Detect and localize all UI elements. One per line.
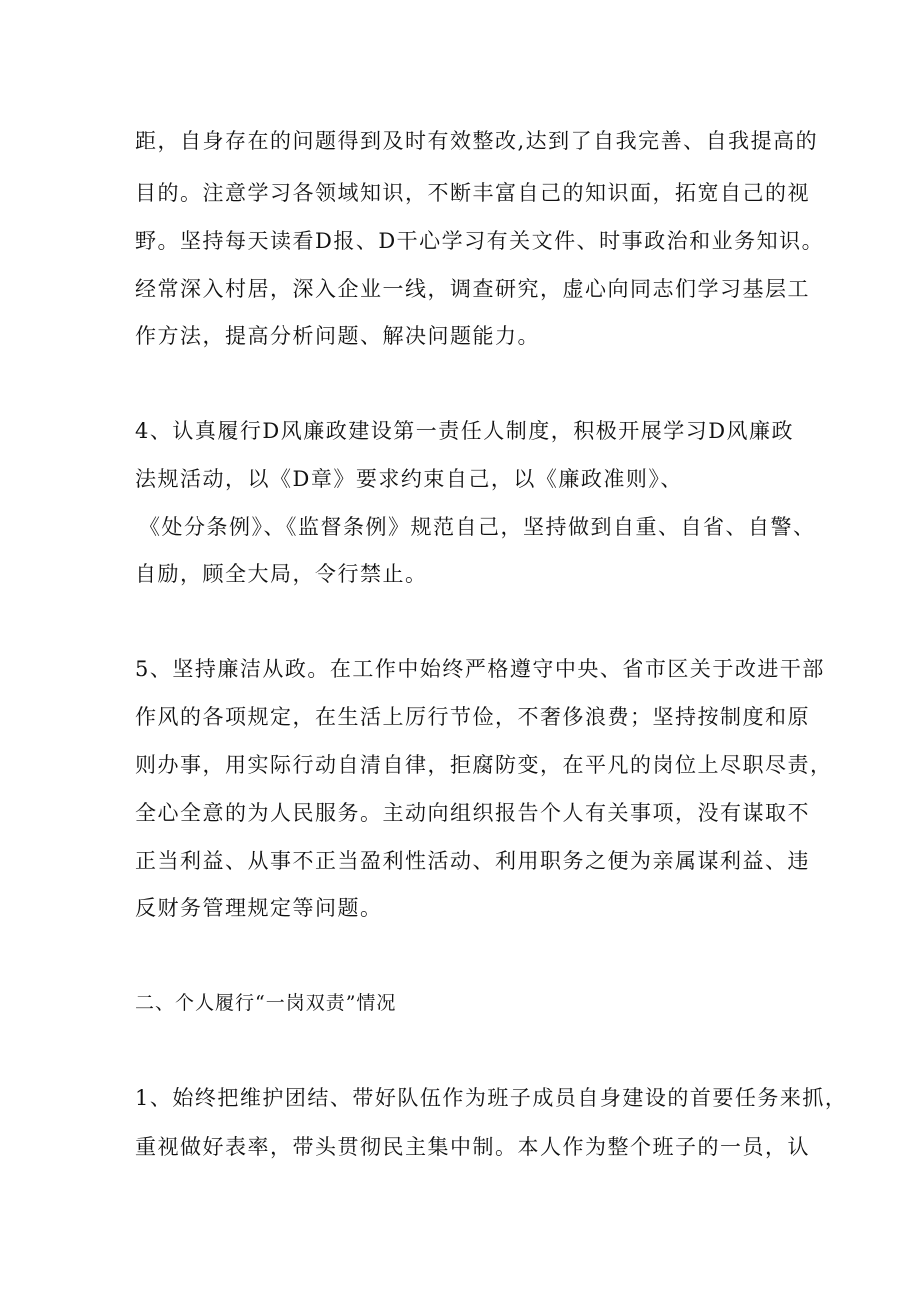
text-line: 目的。注意学习各领域知识，不断丰富自己的知识面，拓宽自己的视: [135, 181, 810, 205]
text-line: 作方法，提高分析问题、解决问题能力。: [135, 324, 540, 348]
text-line: 距，自身存在的问题得到及时有效整改,达到了自我完善、自我提高的: [135, 129, 819, 153]
text-line: 野。坚持每天读看D报、D干心学习有关文件、时事政治和业务知识。: [135, 229, 825, 253]
text-line: 法规活动，以《D章》要求约束自己，以《廉政准则》、: [135, 467, 683, 491]
text-line: 则办事，用实际行动自清自律，拒腐防变，在平凡的岗位上尽职尽责，: [135, 753, 833, 777]
text-line: 经常深入村居，深入企业一线，调查研究，虚心向同志们学习基层工: [135, 277, 810, 301]
text-line: 作风的各项规定，在生活上厉行节俭，不奢侈浪费；坚持按制度和原: [135, 705, 810, 729]
text-line: 《处分条例》、《监督条例》规范自己，坚持做到自重、自省、自警、: [139, 515, 816, 539]
text-line: 1、始终把维护团结、带好队伍作为班子成员自身建设的首要任务来抓，: [135, 1086, 848, 1110]
section-heading: 二、个人履行“一岗双责”情况: [135, 992, 397, 1014]
text-line: 全心全意的为人民服务。主动向组织报告个人有关事项，没有谋取不: [135, 801, 810, 825]
text-line: 5、坚持廉洁从政。在工作中始终严格遵守中央、省市区关于改进干部: [135, 657, 825, 681]
text-line: 反财务管理规定等问题。: [135, 896, 383, 920]
text-line: 4、认真履行D风廉政建设第一责任人制度，积极开展学习D风廉政: [135, 419, 795, 443]
text-line: 正当利益、从事不正当盈利性活动、利用职务之便为亲属谋利益、违: [135, 849, 810, 873]
text-line: 重视做好表率，带头贯彻民主集中制。本人作为整个班子的一员，认: [135, 1135, 810, 1159]
text-line: 自励，顾全大局，令行禁止。: [135, 562, 428, 586]
